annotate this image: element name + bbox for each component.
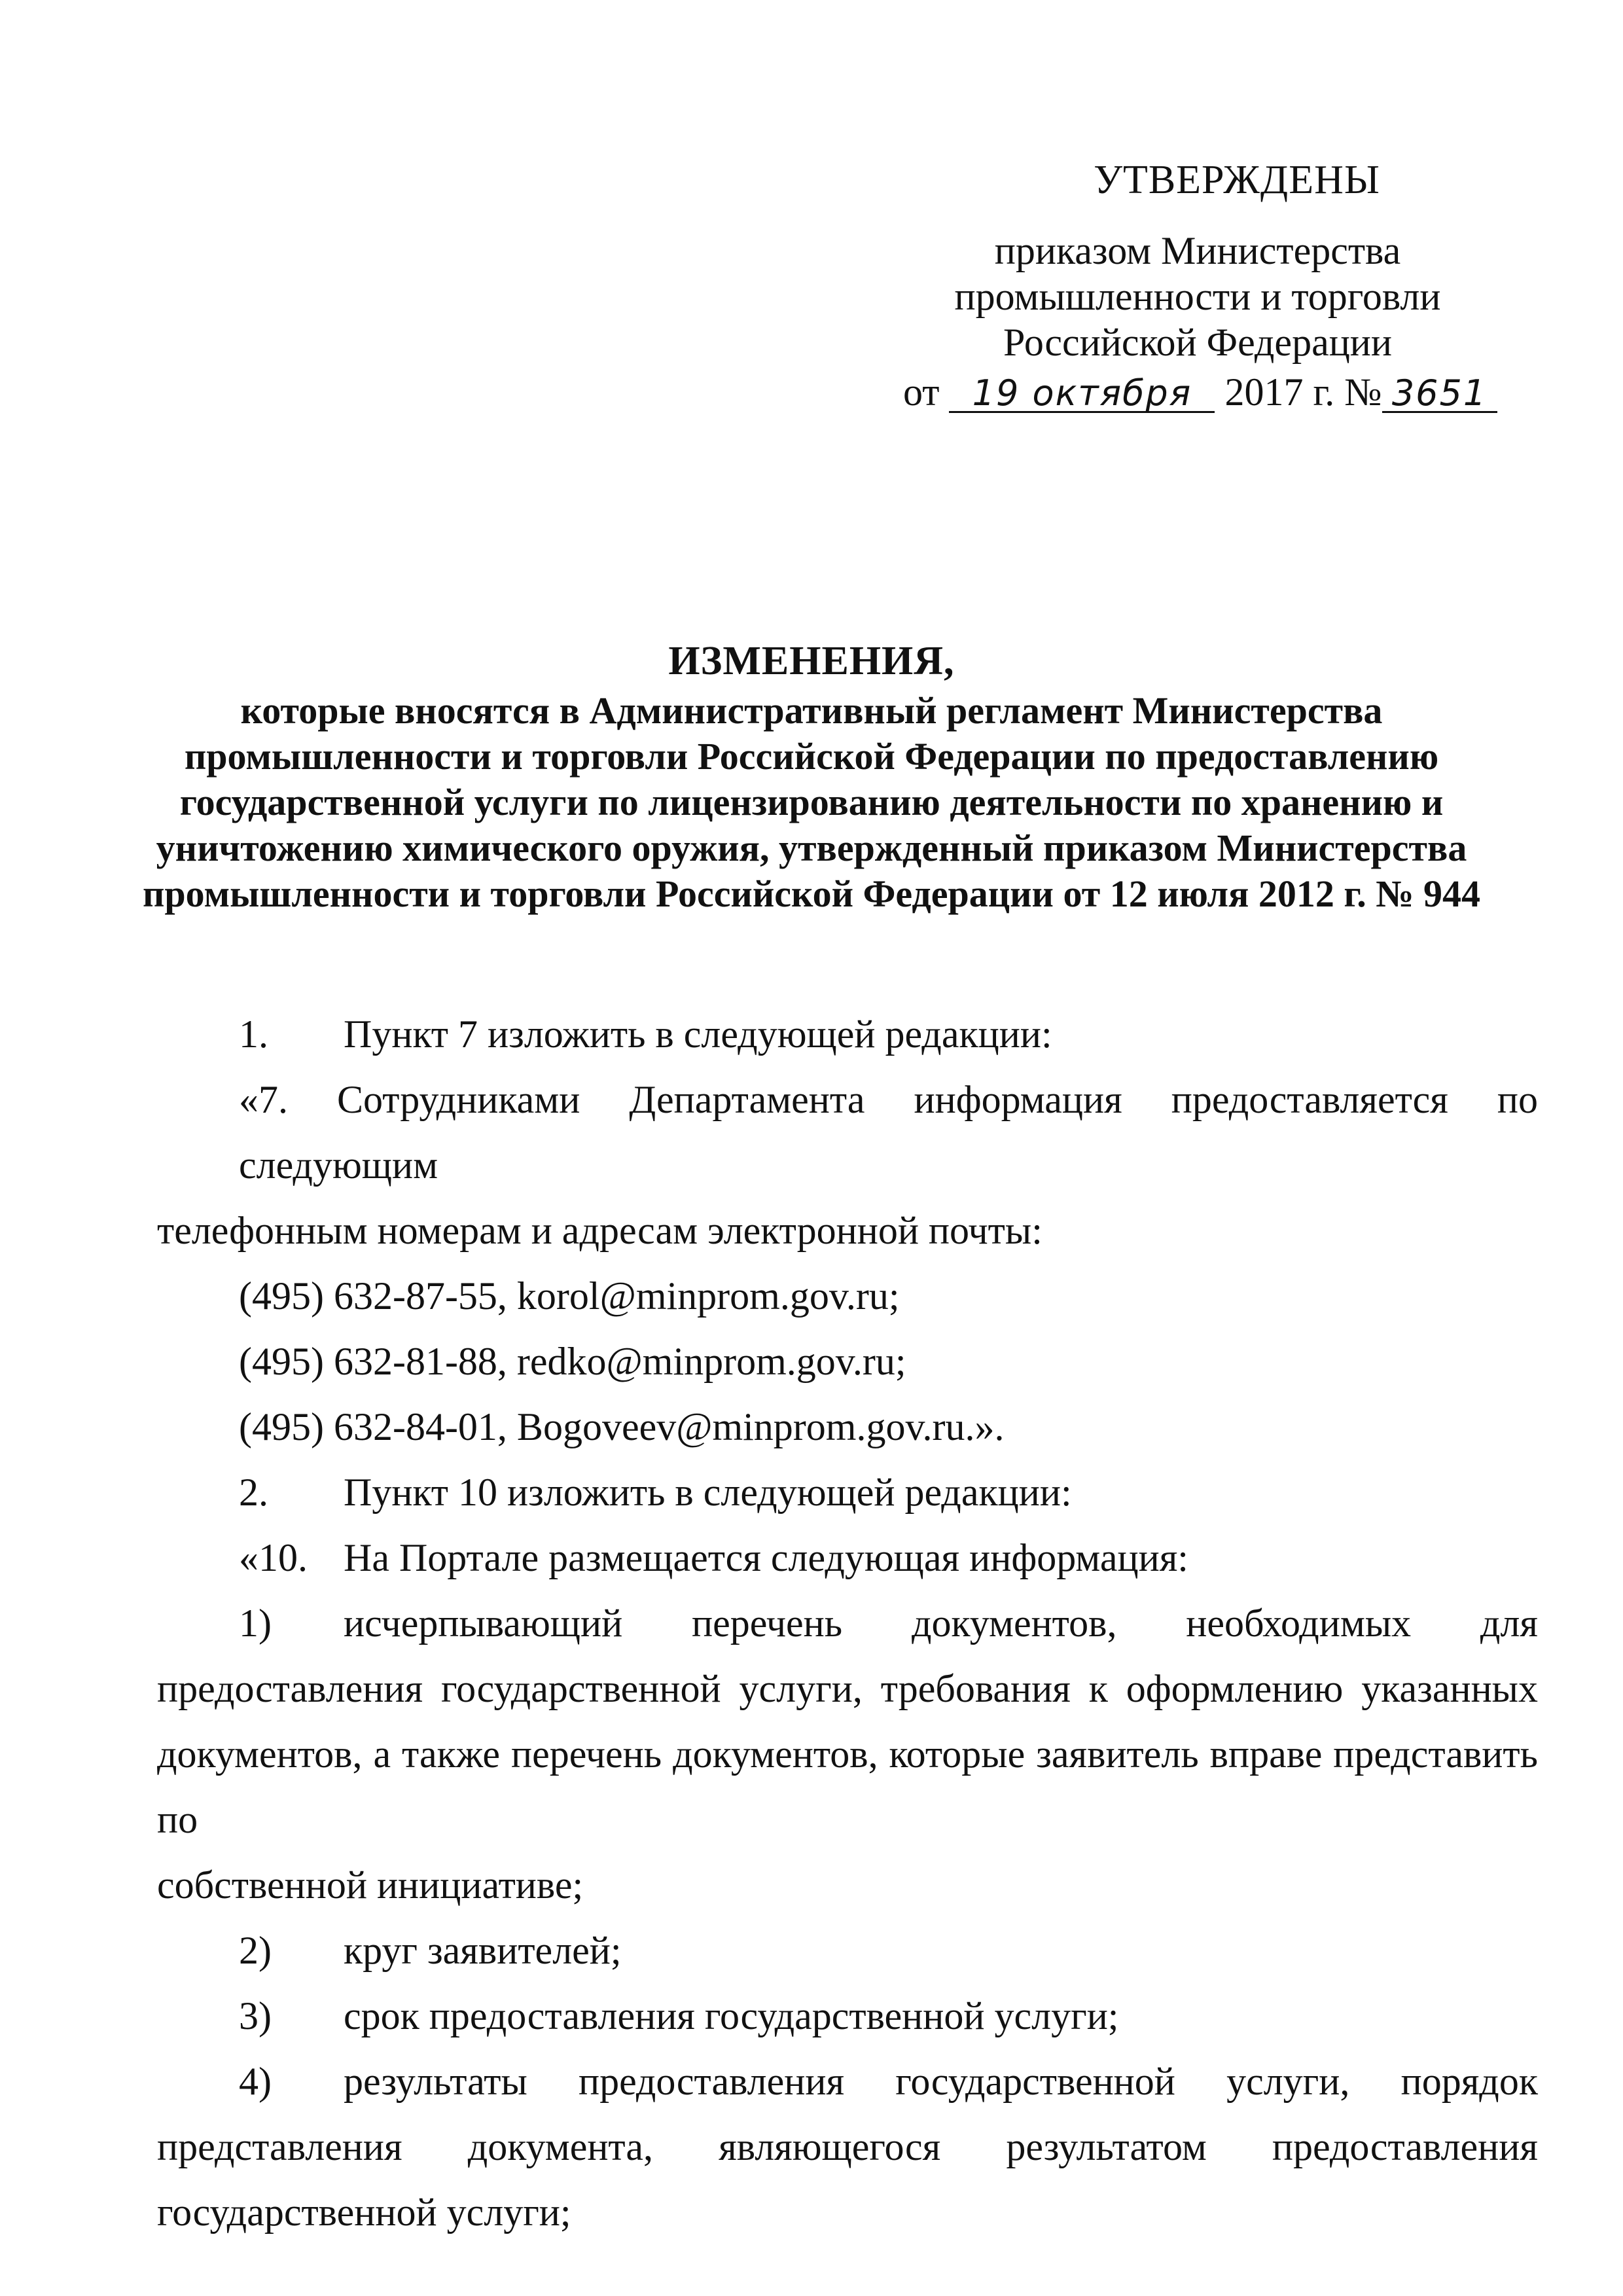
contact-2: (495) 632-81-88, redko@minprom.gov.ru; xyxy=(239,1340,906,1383)
item-1 xyxy=(157,1001,1538,1067)
year-text: 2017 г. № xyxy=(1224,370,1382,414)
sub-item-3-text: срок предоставления государственной услуги; xyxy=(344,1994,1119,2037)
title-line-5: промышленности и торговли Российской Федерации от 12 июля 2012 г. № 944 xyxy=(143,872,1480,915)
handwritten-number: 3651 xyxy=(1382,376,1497,413)
sub-item-2 xyxy=(157,1918,1538,1983)
title-line-1: которые вносятся в Административный регламент Министерства xyxy=(240,689,1383,732)
sub-item-1 xyxy=(157,1590,1538,1656)
sub-item-4-line-2: представления документа, являющегося результатом предоставления xyxy=(157,2125,1538,2168)
sub-item-3 xyxy=(157,1983,1538,2049)
date-prefix: от xyxy=(903,370,940,414)
handwritten-date: 19 октября xyxy=(949,376,1215,413)
sub-item-1-number: 1) xyxy=(239,1602,272,1645)
item-2-number: 2. xyxy=(239,1471,268,1514)
title-line-2: промышленности и торговли Российской Федерации по предоставлению xyxy=(184,735,1439,778)
sub-item-4-first-line: результаты предоставления государственной услуги, порядок xyxy=(344,2060,1538,2103)
item-1-number: 1. xyxy=(239,1013,268,1056)
sub-item-1-line-2: предоставления государственной услуги, требования к оформлению указанных xyxy=(157,1667,1538,1710)
sub-item-4-line-3: государственной услуги; xyxy=(157,2191,571,2234)
approval-block xyxy=(903,157,1492,415)
sub-item-1-line-4: собственной инициативе; xyxy=(157,1863,584,1907)
p10-intro xyxy=(157,1525,1538,1590)
title-line-3: государственной услуги по лицензированию деятельности по хранению и xyxy=(179,781,1444,823)
p10-number: «10. xyxy=(239,1536,308,1579)
p7-first-line: «7. Сотрудниками Департамента информация предоставляется по следующим xyxy=(239,1078,1538,1187)
title-main: ИЗМЕНЕНИЯ, xyxy=(668,639,955,683)
sub-item-1-line-3: документов, а также перечень документов, которые заявитель вправе представить по xyxy=(157,1732,1538,1841)
approval-heading: УТВЕРЖДЕНЫ xyxy=(1094,158,1380,202)
approval-line-3: Российской Федерации xyxy=(1003,321,1393,364)
sub-item-1-first-line: исчерпывающий перечень документов, необходимых для xyxy=(344,1602,1538,1645)
item-1-text: Пункт 7 изложить в следующей редакции: xyxy=(344,1013,1052,1056)
p10-text: На Портале размещается следующая информация: xyxy=(344,1536,1188,1579)
sub-item-4-number: 4) xyxy=(239,2060,272,2103)
item-2-text: Пункт 10 изложить в следующей редакции: xyxy=(344,1471,1072,1514)
approval-line-1: приказом Министерства xyxy=(994,229,1401,272)
p7-continuation: телефонным номерам и адресам электронной почты: xyxy=(157,1209,1043,1252)
contact-1: (495) 632-87-55, korol@minprom.gov.ru; xyxy=(239,1274,900,1318)
sub-item-2-text: круг заявителей; xyxy=(344,1929,622,1972)
item-2 xyxy=(157,1460,1538,1525)
approval-line-2: промышленности и торговли xyxy=(954,275,1441,318)
document-title xyxy=(131,638,1492,917)
contact-3: (495) 632-84-01, Bogoveev@minprom.gov.ru.». xyxy=(239,1405,1005,1448)
title-line-4: уничтожению химического оружия, утвержденный приказом Министерства xyxy=(156,827,1467,869)
approval-date-line xyxy=(903,369,1492,415)
sub-item-2-number: 2) xyxy=(239,1929,272,1972)
sub-item-4 xyxy=(157,2049,1538,2114)
sub-item-3-number: 3) xyxy=(239,1994,272,2037)
document-body xyxy=(157,1001,1538,2245)
